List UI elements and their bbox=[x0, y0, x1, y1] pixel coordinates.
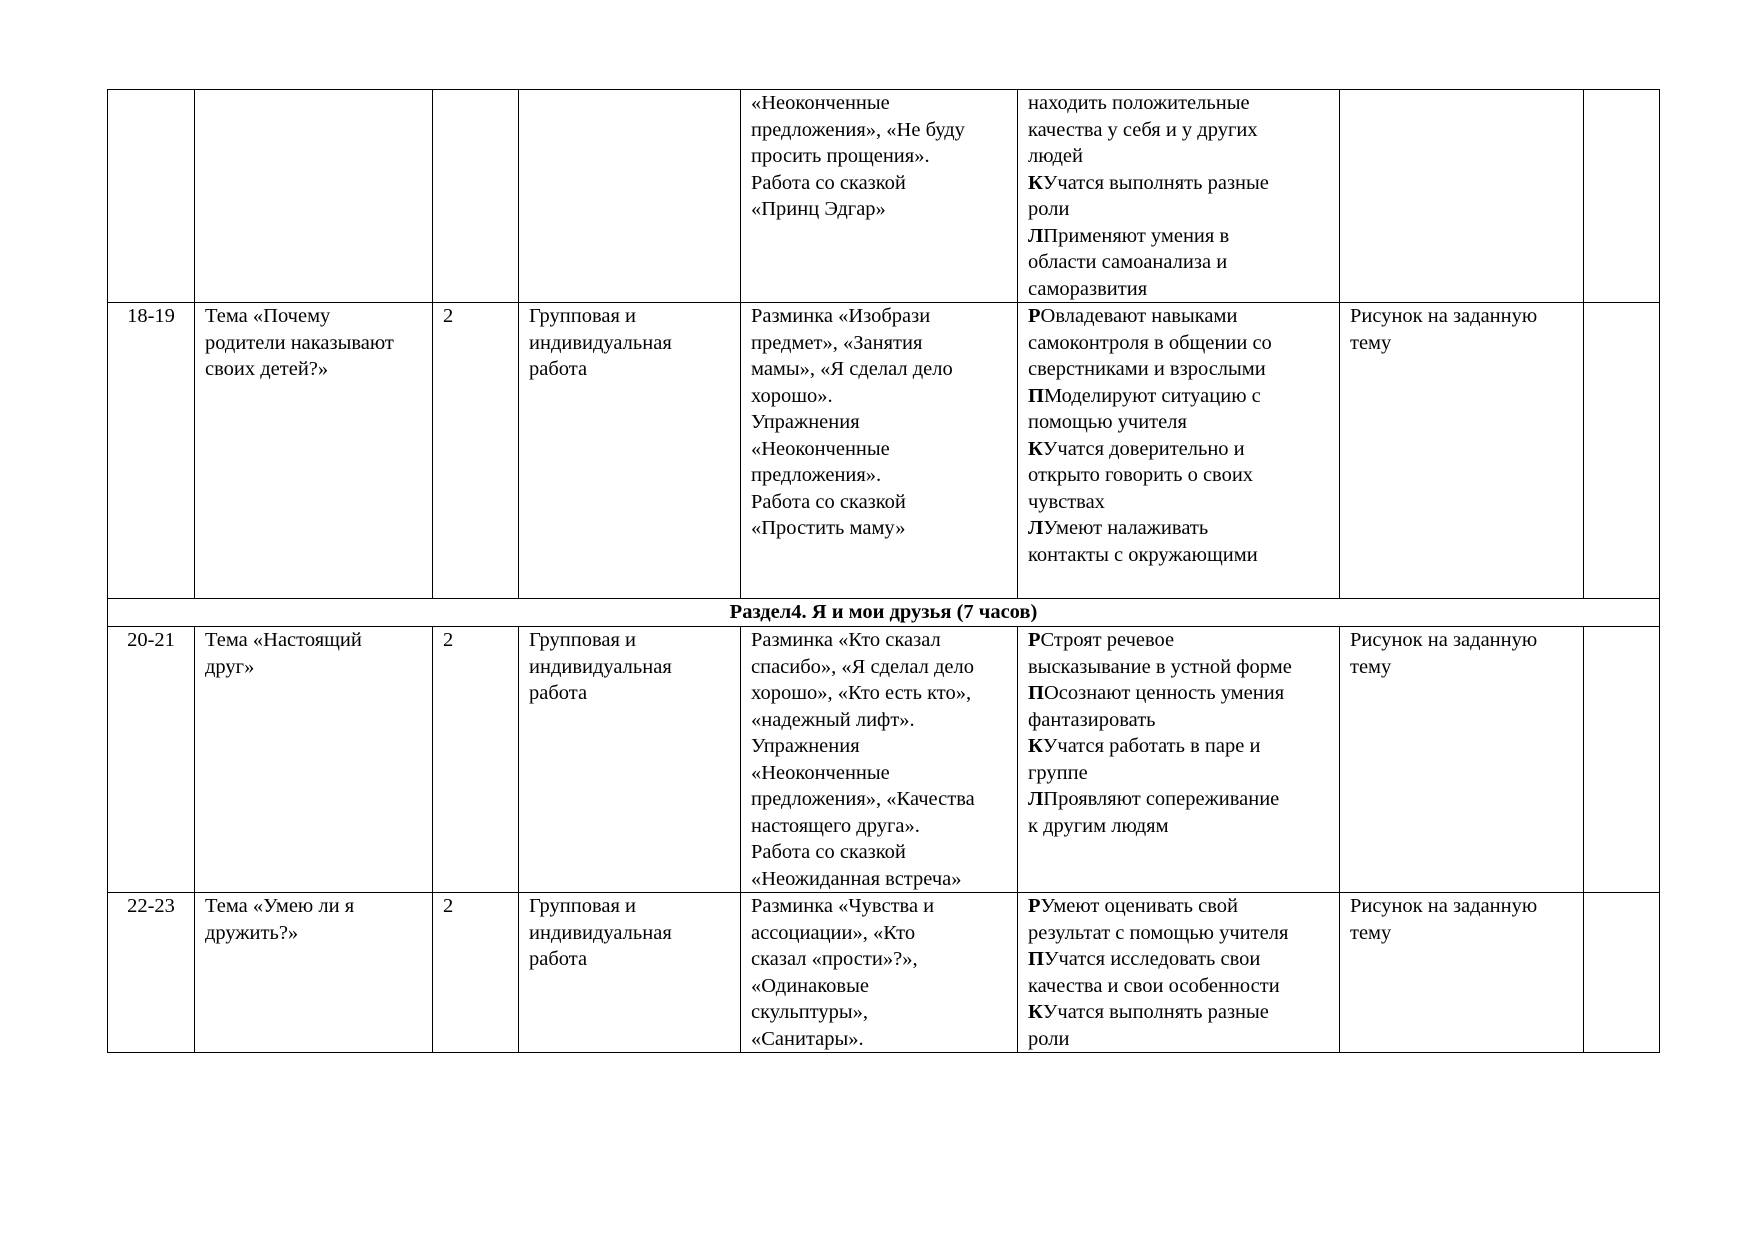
lesson-control bbox=[1340, 627, 1584, 893]
lesson-form bbox=[519, 893, 741, 1053]
table-row bbox=[108, 90, 1660, 303]
lesson-topic bbox=[195, 893, 433, 1053]
content-line: предмет», «Занятия bbox=[751, 331, 923, 354]
uud-text: Осознают ценность умения bbox=[1043, 682, 1285, 704]
uud-line bbox=[1028, 946, 1329, 973]
form-line: Групповая и bbox=[529, 305, 637, 327]
form-line: работа bbox=[529, 358, 588, 380]
uud-line bbox=[1028, 196, 1329, 223]
control-line: тему bbox=[1350, 655, 1392, 678]
content-line: «Неоконченные bbox=[751, 761, 890, 784]
uud-text: открыто говорить о своих bbox=[1028, 464, 1254, 486]
lesson-hours: 2 bbox=[433, 893, 519, 1053]
content-line: «надежный лифт». bbox=[751, 708, 915, 731]
uud-line bbox=[1028, 223, 1329, 250]
control-line: Рисунок на заданную bbox=[1350, 305, 1538, 327]
content-line: скульптуры», bbox=[751, 1001, 869, 1023]
lesson-notes bbox=[1584, 627, 1660, 893]
uud-line bbox=[1028, 733, 1329, 760]
content-line: «Неожиданная встреча» bbox=[751, 867, 962, 890]
uud-letter: К bbox=[1028, 171, 1043, 194]
lesson-uud bbox=[1018, 90, 1340, 303]
lesson-number: 18-19 bbox=[108, 303, 195, 599]
uud-text: Применяют умения в bbox=[1043, 224, 1230, 247]
content-line: «Одинаковые bbox=[751, 974, 869, 997]
table-row bbox=[108, 627, 1660, 893]
section-title: Раздел4. Я и мои друзья (7 часов) bbox=[108, 599, 1660, 627]
uud-line bbox=[1028, 813, 1329, 840]
lesson-uud bbox=[1018, 303, 1340, 599]
uud-text: качества и свои особенности bbox=[1028, 974, 1280, 997]
uud-line bbox=[1028, 170, 1329, 197]
lesson-uud bbox=[1018, 627, 1340, 893]
content-line: спасибо», «Я сделал дело bbox=[751, 655, 974, 678]
table-row bbox=[108, 303, 1660, 599]
uud-text: Умеют налаживать bbox=[1043, 517, 1209, 539]
uud-line bbox=[1028, 489, 1329, 516]
lesson-hours: 2 bbox=[433, 303, 519, 599]
lesson-notes bbox=[1584, 90, 1660, 303]
uud-letter: К bbox=[1028, 437, 1043, 460]
form-line: Групповая и bbox=[529, 629, 637, 651]
topic-line: Тема «Почему bbox=[205, 305, 331, 327]
control-line: тему bbox=[1350, 331, 1392, 354]
uud-line bbox=[1028, 303, 1329, 330]
uud-text: Овладевают навыками bbox=[1040, 305, 1238, 327]
uud-letter: К bbox=[1028, 1001, 1043, 1023]
uud-line bbox=[1028, 462, 1329, 489]
uud-line bbox=[1028, 920, 1329, 947]
uud-text: Учатся выполнять разные bbox=[1042, 171, 1269, 194]
uud-text: роли bbox=[1028, 198, 1070, 220]
uud-line bbox=[1028, 90, 1329, 117]
uud-text: саморазвития bbox=[1028, 277, 1148, 300]
table-row bbox=[108, 893, 1660, 1053]
control-line: тему bbox=[1350, 921, 1392, 944]
content-line: предложения», «Не буду bbox=[751, 118, 965, 141]
uud-text: Проявляют сопереживание bbox=[1043, 788, 1280, 810]
lesson-notes bbox=[1584, 303, 1660, 599]
uud-letter: Р bbox=[1028, 895, 1041, 917]
uud-text: сверстниками и взрослыми bbox=[1028, 358, 1266, 380]
lesson-content bbox=[741, 303, 1018, 599]
form-line: Групповая и bbox=[529, 895, 637, 917]
lesson-hours: 2 bbox=[433, 627, 519, 893]
lesson-topic bbox=[195, 303, 433, 599]
uud-text: фантазировать bbox=[1028, 708, 1156, 731]
topic-line: своих детей?» bbox=[205, 358, 329, 380]
content-line: Разминка «Изобрази bbox=[751, 305, 931, 327]
lesson-content bbox=[741, 893, 1018, 1053]
uud-letter: Р bbox=[1028, 305, 1041, 327]
uud-line bbox=[1028, 436, 1329, 463]
uud-letter: К bbox=[1028, 735, 1043, 757]
content-line: «Санитары». bbox=[751, 1027, 864, 1050]
content-line: Разминка «Чувства и bbox=[751, 895, 935, 917]
uud-line bbox=[1028, 893, 1329, 920]
content-line: просить прощения». bbox=[751, 145, 930, 167]
topic-line: Тема «Умею ли я bbox=[205, 895, 355, 917]
uud-text: Умеют оценивать свой bbox=[1040, 895, 1238, 917]
uud-letter: Р bbox=[1028, 629, 1041, 651]
uud-letter: П bbox=[1028, 948, 1044, 970]
uud-line bbox=[1028, 760, 1329, 787]
content-line: «Простить маму» bbox=[751, 517, 906, 539]
content-line: Упражнения bbox=[751, 411, 860, 433]
topic-line: родители наказывают bbox=[205, 331, 394, 354]
uud-text: Учатся исследовать свои bbox=[1043, 948, 1261, 970]
lesson-content bbox=[741, 627, 1018, 893]
content-line: Работа со сказкой bbox=[751, 171, 906, 194]
content-line: Работа со сказкой bbox=[751, 490, 906, 513]
uud-line bbox=[1028, 1026, 1329, 1053]
uud-line bbox=[1028, 680, 1329, 707]
content-line: настоящего друга». bbox=[751, 814, 920, 837]
lesson-form bbox=[519, 627, 741, 893]
content-line: хорошо», «Кто есть кто», bbox=[751, 682, 972, 704]
control-line: Рисунок на заданную bbox=[1350, 895, 1538, 917]
uud-line bbox=[1028, 515, 1329, 542]
section-row bbox=[108, 599, 1660, 627]
content-line: «Принц Эдгар» bbox=[751, 198, 886, 220]
uud-line bbox=[1028, 654, 1329, 681]
uud-line bbox=[1028, 786, 1329, 813]
lesson-control bbox=[1340, 90, 1584, 303]
lesson-form bbox=[519, 90, 741, 303]
content-line: Разминка «Кто сказал bbox=[751, 629, 941, 651]
uud-line bbox=[1028, 143, 1329, 170]
uud-text: людей bbox=[1028, 145, 1084, 167]
uud-letter: Л bbox=[1028, 788, 1044, 810]
uud-line bbox=[1028, 330, 1329, 357]
topic-line: Тема «Настоящий bbox=[205, 629, 362, 651]
form-line: индивидуальная bbox=[529, 331, 672, 354]
content-line: Работа со сказкой bbox=[751, 841, 906, 863]
lesson-uud bbox=[1018, 893, 1340, 1053]
uud-text: области самоанализа и bbox=[1028, 251, 1228, 273]
uud-line bbox=[1028, 276, 1329, 303]
uud-text: высказывание в устной форме bbox=[1028, 655, 1292, 678]
content-line: Упражнения bbox=[751, 735, 860, 757]
content-line: мамы», «Я сделал дело bbox=[751, 358, 953, 380]
uud-letter: П bbox=[1028, 682, 1044, 704]
uud-text: Учатся работать в паре и bbox=[1042, 735, 1261, 757]
uud-text: результат с помощью учителя bbox=[1028, 921, 1289, 944]
uud-letter: П bbox=[1028, 384, 1044, 407]
lesson-plan-table bbox=[107, 89, 1660, 1053]
content-line: хорошо». bbox=[751, 384, 833, 407]
lesson-notes bbox=[1584, 893, 1660, 1053]
uud-text: находить положительные bbox=[1028, 92, 1250, 114]
uud-text: Строят речевое bbox=[1040, 629, 1175, 651]
topic-line: дружить?» bbox=[205, 921, 299, 944]
uud-text: Учатся выполнять разные bbox=[1042, 1001, 1269, 1023]
content-line: ассоциации», «Кто bbox=[751, 921, 916, 944]
uud-text: к другим людям bbox=[1028, 814, 1169, 837]
uud-line bbox=[1028, 249, 1329, 276]
uud-line bbox=[1028, 356, 1329, 383]
form-line: работа bbox=[529, 682, 588, 704]
lesson-hours bbox=[433, 90, 519, 303]
uud-line bbox=[1028, 707, 1329, 734]
uud-text: группе bbox=[1028, 761, 1088, 784]
uud-text: Учатся доверительно и bbox=[1042, 437, 1245, 460]
uud-line bbox=[1028, 117, 1329, 144]
lesson-form bbox=[519, 303, 741, 599]
form-line: индивидуальная bbox=[529, 655, 672, 678]
content-line: предложения». bbox=[751, 464, 882, 486]
topic-line: друг» bbox=[205, 655, 255, 678]
uud-text: чувствах bbox=[1028, 490, 1105, 513]
uud-line bbox=[1028, 973, 1329, 1000]
lesson-content bbox=[741, 90, 1018, 303]
lesson-topic bbox=[195, 90, 433, 303]
uud-text: помощью учителя bbox=[1028, 411, 1187, 433]
lesson-control bbox=[1340, 893, 1584, 1053]
content-line: «Неоконченные bbox=[751, 92, 890, 114]
form-line: работа bbox=[529, 948, 588, 970]
uud-text: самоконтроля в общении со bbox=[1028, 331, 1272, 354]
content-line: «Неоконченные bbox=[751, 437, 890, 460]
uud-text: роли bbox=[1028, 1027, 1070, 1050]
control-line: Рисунок на заданную bbox=[1350, 629, 1538, 651]
lesson-number: 20-21 bbox=[108, 627, 195, 893]
content-line: предложения», «Качества bbox=[751, 788, 975, 810]
lesson-number: 22-23 bbox=[108, 893, 195, 1053]
form-line: индивидуальная bbox=[529, 921, 672, 944]
uud-line bbox=[1028, 383, 1329, 410]
uud-line bbox=[1028, 627, 1329, 654]
uud-line bbox=[1028, 542, 1329, 569]
uud-text: качества у себя и у других bbox=[1028, 118, 1258, 141]
lesson-number bbox=[108, 90, 195, 303]
lesson-control bbox=[1340, 303, 1584, 599]
uud-text: Моделируют ситуацию с bbox=[1043, 384, 1261, 407]
uud-line bbox=[1028, 409, 1329, 436]
uud-letter: Л bbox=[1028, 224, 1044, 247]
uud-letter: Л bbox=[1028, 517, 1044, 539]
content-line: сказал «прости»?», bbox=[751, 948, 918, 970]
uud-text: контакты с окружающими bbox=[1028, 543, 1258, 566]
lesson-topic bbox=[195, 627, 433, 893]
uud-line bbox=[1028, 999, 1329, 1026]
